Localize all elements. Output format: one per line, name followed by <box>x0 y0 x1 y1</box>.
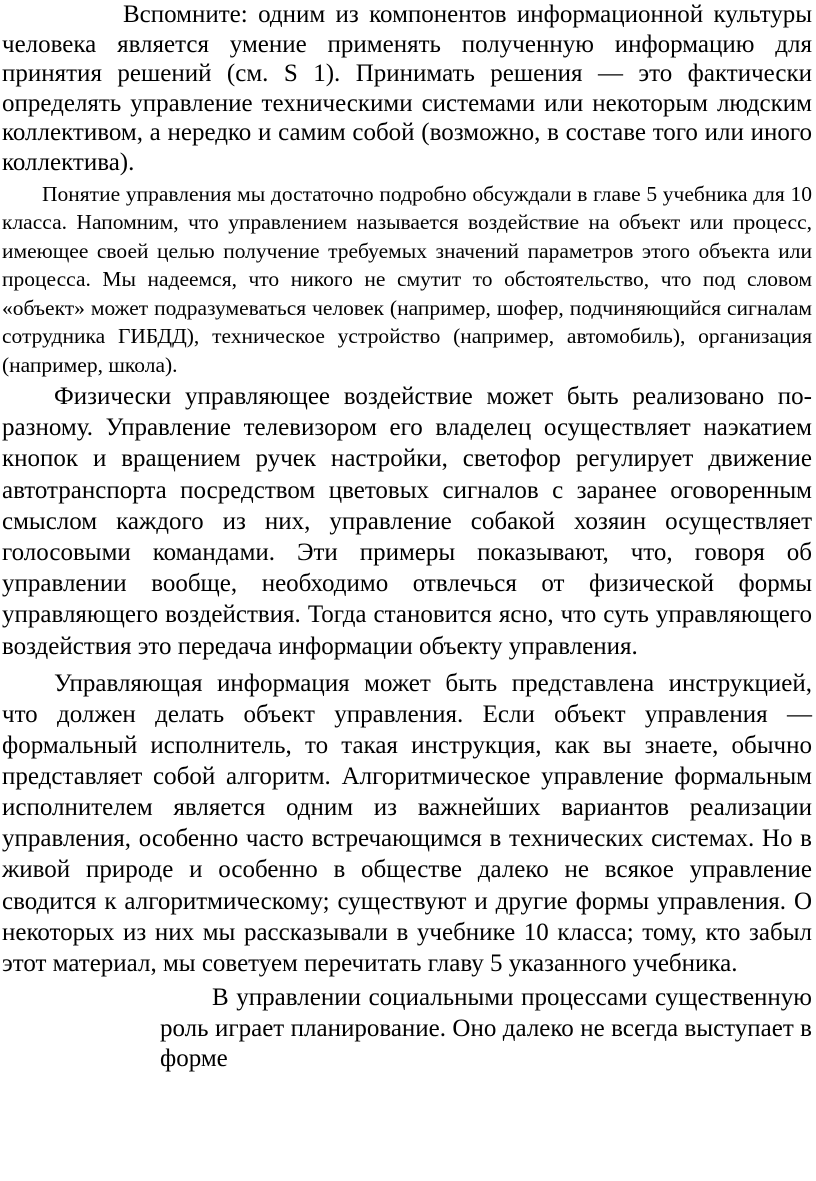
paragraph-control-information: Управляющая информация может быть представлена инструкцией, что должен делать объект управления. Если объект управления — формальный исполнитель, то такая инструкция, как вы знаете, обычно представляет собой алгоритм. Алгоритмическое управление формальным исполнителем является одним из важнейших вариантов реализации управления, особенно часто встречающимся в технических системах. Но в живой природе и особенно в обществе далеко не всякое управление сводится к алгоритмическому; существуют и другие формы управления. О некоторых из них мы рассказывали в учебнике 10 класса; тому, кто забыл этот материал, мы советуем перечитать главу 5 указанного учебника. <box>2 669 812 977</box>
paragraph-information-culture: Вспомните: одним из компонентов информационной культуры человека является умение применять полученную информацию для принятия решений (см. S 1). Принимать решения — это фактически определять управление техническими системами или некоторым людским коллективом, а нередко и самим собой (возможно, в составе того или иного коллектива). <box>2 1 812 176</box>
paragraph-management-definition: Понятие управления мы достаточно подробно обсуждали в главе 5 учебника для 10 класса. Напомним, что управлением называется воздействие на объект или процесс, имеющее своей целью получение требуемых значений параметров этого объекта или процесса. Мы надеемся, что никого не смутит то обстоятельство, что под словом «объект» может подразумеваться человек (например, шофер, подчиняющийся сигналам сотрудника ГИБДД), техническое устройство (например, автомобиль), организация (например, школа). <box>2 181 812 377</box>
document-page <box>2 0 812 1075</box>
paragraph-social-planning: В управлении социальными процессами существенную роль играет планирование. Оно далеко не всегда выступает в форме <box>160 983 812 1073</box>
paragraph-physical-control: Физически управляющее воздействие может быть реализовано по-разному. Управление телевизором его владелец осуществляет наэкатием кнопок и вращением ручек настройки, светофор регулирует движение автотранспорта посредством цветовых сигналов с заранее оговоренным смыслом каждого из них, управление собакой хозяин осуществляет голосовыми командами. Эти примеры показывают, что, говоря об управлении вообще, необходимо отвлечься от физической формы управляющего воздействия. Тогда становится ясно, что суть управляющего воздействия это передача информации объекту управления. <box>2 383 812 660</box>
